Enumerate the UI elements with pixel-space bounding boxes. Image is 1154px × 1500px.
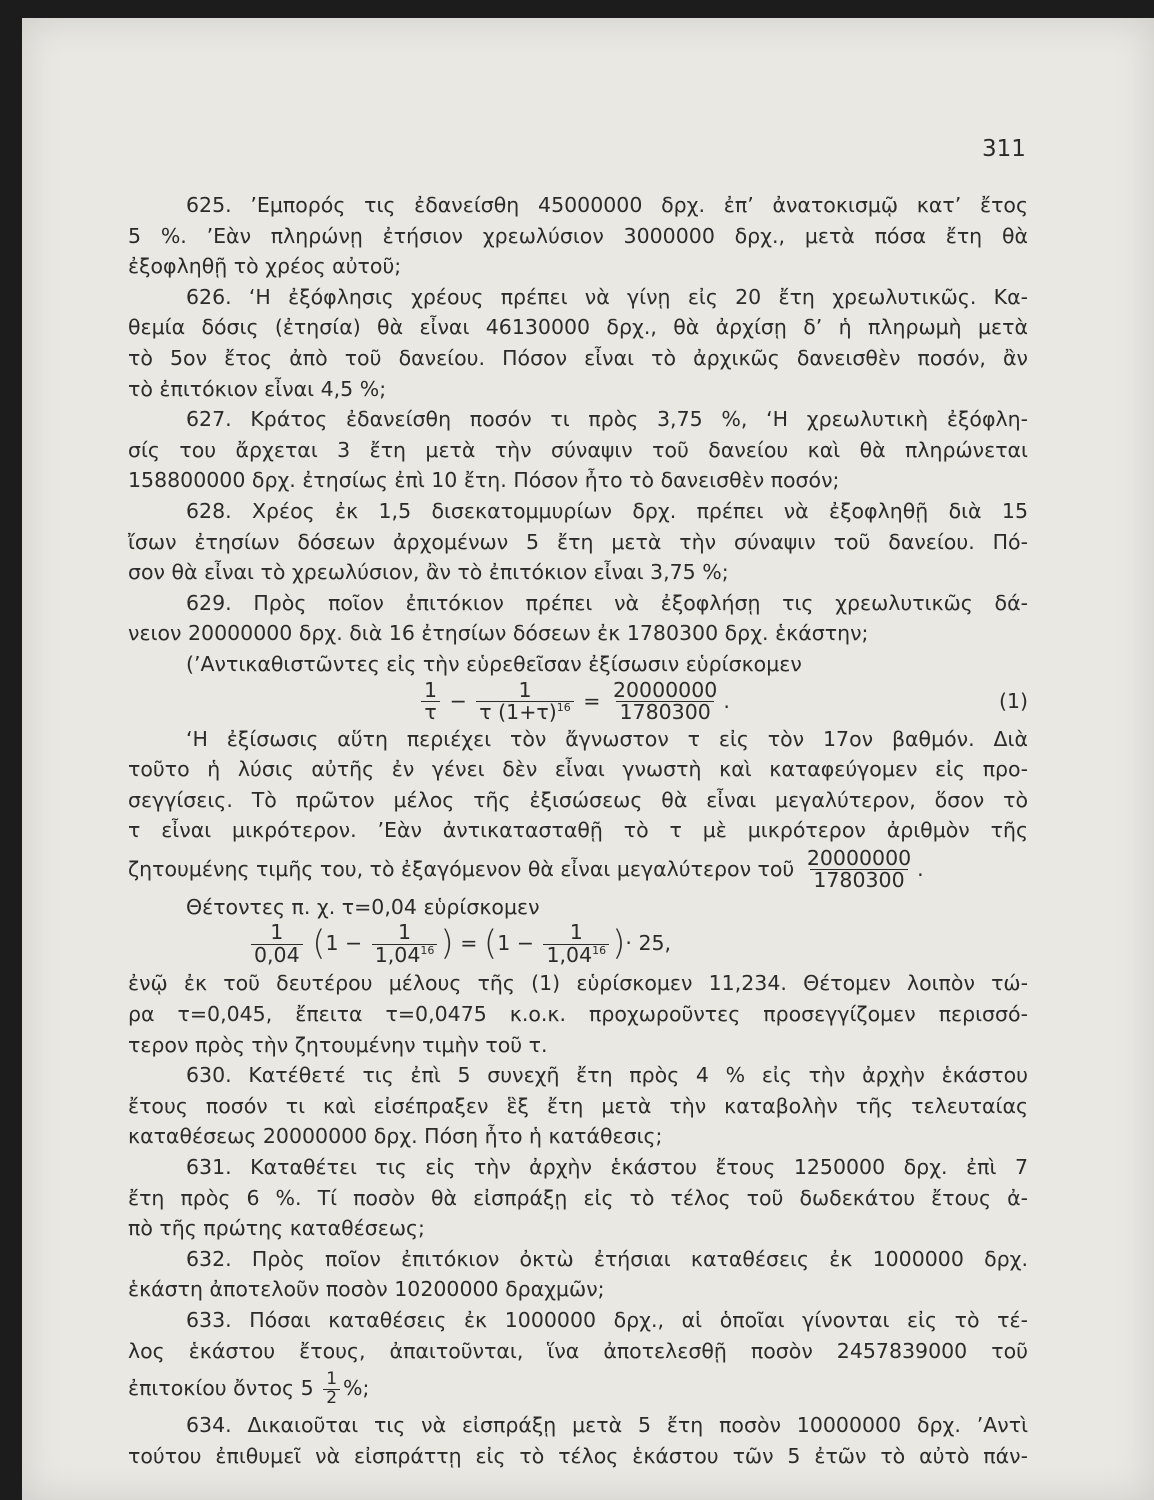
text-line: τερον πρὸς τὴν ζητουμένην τιμὴν τοῦ τ. bbox=[128, 1032, 548, 1057]
fraction bbox=[804, 845, 914, 893]
numerator: 1 bbox=[518, 677, 532, 702]
text-line: ἔτους ποσόν τι καὶ εἰσέπραξεν ἓξ ἔτη μετὰ τὴν καταβολὴν τῆς τελευταίας bbox=[128, 1093, 1028, 1118]
text-line: ρα τ=0,045, ἔπειτα τ=0,0475 κ.ο.κ. προχωροῦντες προσεγγίζομεν περισσό- bbox=[128, 1002, 1028, 1027]
numerator: 20000000 bbox=[806, 845, 912, 870]
text-line: 158800000 δρχ. ἐτησίως ἐπὶ 10 ἔτη. Πόσον ἦτο τὸ δανεισθὲν ποσόν; bbox=[128, 468, 840, 493]
denominator: 2 bbox=[323, 1389, 340, 1408]
equals-sign: = bbox=[583, 688, 601, 713]
text-line: τ εἶναι μικρότερον. ’Εὰν ἀντικατασταθῇ τὸ τ μὲ μικρότερον ἀριθμὸν τῆς bbox=[128, 818, 1028, 843]
term: · 25, bbox=[625, 931, 672, 956]
fraction bbox=[251, 922, 303, 966]
fraction bbox=[476, 677, 573, 725]
close-paren: ) bbox=[440, 924, 454, 965]
denominator-base: 1,04 bbox=[546, 942, 593, 967]
minus-sign: − bbox=[345, 931, 363, 956]
fraction bbox=[421, 677, 440, 725]
open-paren: ( bbox=[312, 924, 326, 965]
numerator: 1 bbox=[398, 920, 412, 945]
text-segment: ἐπιτοκίου ὄντος 5 bbox=[128, 1376, 314, 1401]
page-number: 311 bbox=[982, 136, 1026, 162]
text-line: σεγγίσεις. Τὸ πρῶτον μέλος τῆς ἐξισώσεως θὰ εἶναι μεγαλύτερον, ὅσον τὸ bbox=[128, 787, 1028, 812]
fraction bbox=[610, 677, 720, 725]
equation-2 bbox=[128, 922, 1028, 968]
denominator bbox=[476, 701, 573, 724]
equation-1 bbox=[128, 677, 1028, 725]
text-line: ἑκάστη ἀποτελοῦν ποσὸν 10200000 δραχμῶν; bbox=[128, 1277, 605, 1302]
denominator-base: τ (1+τ) bbox=[479, 700, 557, 725]
text-line: ἴσων ἐτησίων δόσεων ἀρχομένων 5 ἔτη μετὰ τὴν σύναψιν τοῦ δανείου. Πό- bbox=[128, 529, 1028, 554]
text-line: τούτου ἐπιθυμεῖ νὰ εἰσπράττῃ εἰς τὸ τέλος ἑκάστου τῶν 5 ἐτῶν τὸ αὐτὸ πάν- bbox=[128, 1443, 1028, 1468]
text-line: 634. Δικαιοῦται τις νὰ εἰσπράξῃ μετὰ 5 ἔτη ποσὸν 10000000 δρχ. ’Αντὶ bbox=[186, 1413, 1028, 1438]
text-line: πὸ τῆς πρώτης καταθέσεως; bbox=[128, 1216, 425, 1241]
exponent: 16 bbox=[556, 701, 571, 715]
text-line: καταθέσεως 20000000 δρχ. Πόση ἦτο ἡ κατάθεσις; bbox=[128, 1124, 663, 1149]
period: . bbox=[917, 856, 924, 881]
text-line: (’Αντικαθιστῶντες εἰς τὴν εὑρεθεῖσαν ἐξίσωσιν εὑρίσκομεν bbox=[186, 651, 802, 676]
text-line-with-fraction bbox=[128, 846, 1028, 892]
numerator: 1 bbox=[326, 1368, 338, 1389]
text-line: 630. Κατέθετέ τις ἐπὶ 5 συνεχῆ ἔτη πρὸς 4 % εἰς τὴν ἀρχὴν ἑκάστου bbox=[186, 1063, 1028, 1088]
text-line: 5 %. ’Εὰν πληρώνῃ ἐτήσιον χρεωλύσιον 3000000 δρχ., μετὰ πόσα ἔτη θὰ bbox=[128, 223, 1028, 248]
text-line: θεμία δόσις (ἐτησία) θὰ εἶναι 46130000 δρχ., θὰ ἀρχίσῃ δ’ ἡ πληρωμὴ μετὰ bbox=[128, 315, 1028, 340]
text-line: ἔτη πρὸς 6 %. Τί ποσὸν θὰ εἰσπράξῃ εἰς τὸ τέλος τοῦ δωδεκάτου ἔτους ἀ- bbox=[128, 1185, 1028, 1210]
text-line-with-fraction bbox=[128, 1366, 1028, 1410]
book-page bbox=[22, 18, 1154, 1500]
term: 1 bbox=[497, 931, 511, 956]
text-line: λος ἑκάστου ἔτους, ἀπαιτοῦνται, ἵνα ἀποτελεσθῇ ποσὸν 2457839000 τοῦ bbox=[128, 1338, 1028, 1363]
text-line: τὸ ἐπιτόκιον εἶναι 4,5 %; bbox=[128, 376, 387, 401]
text-line: τὸ 5ον ἔτος ἀπὸ τοῦ δανείου. Πόσον εἶναι τὸ ἀρχικῶς δανεισθὲν ποσόν, ἂν bbox=[128, 345, 1028, 370]
text-line: 632. Πρὸς ποῖον ἐπιτόκιον ὀκτὼ ἐτήσιαι καταθέσεις ἐκ 1000000 δρχ. bbox=[186, 1246, 1028, 1271]
term: 1 bbox=[325, 931, 339, 956]
text-line: ‘Η ἐξίσωσις αὕτη περιέχει τὸν ἄγνωστον τ εἰς τὸν 17ον βαθμόν. Διὰ bbox=[186, 726, 1028, 751]
exponent: 16 bbox=[592, 944, 607, 958]
equals-sign: = bbox=[460, 931, 478, 956]
equation-label: (1) bbox=[998, 688, 1028, 713]
numerator: 1 bbox=[270, 920, 284, 945]
exponent: 16 bbox=[420, 944, 435, 958]
text-line: ἐνῷ ἐκ τοῦ δευτέρου μέλους τῆς (1) εὑρίσκομεν 11,234. Θέτομεν λοιπὸν τώ- bbox=[128, 971, 1028, 996]
text-line: 627. Κράτος ἐδανείσθη ποσόν τι πρὸς 3,75 %, ‘Η χρεωλυτικὴ ἐξόφλη- bbox=[186, 407, 1028, 432]
minus-sign: − bbox=[516, 931, 534, 956]
text-segment: %; bbox=[343, 1376, 370, 1401]
text-line: νειον 20000000 δρχ. διὰ 16 ἐτησίων δόσεων ἐκ 1780300 δρχ. ἑκάστην; bbox=[128, 621, 869, 646]
text-line: 633. Πόσαι καταθέσεις ἐκ 1000000 δρχ., αἱ ὁποῖαι γίνονται εἰς τὸ τέ- bbox=[186, 1308, 1028, 1332]
denominator bbox=[372, 944, 438, 967]
text-segment: ζητουμένης τιμῆς του, τὸ ἐξαγόμενον θὰ εἶναι μεγαλύτερον τοῦ bbox=[128, 856, 795, 881]
denominator: τ bbox=[421, 701, 439, 724]
page-text bbox=[128, 190, 1028, 1471]
denominator bbox=[543, 944, 609, 967]
minus-sign: − bbox=[449, 688, 467, 713]
text-line: σον θὰ εἶναι τὸ χρεωλύσιον, ἂν τὸ ἐπιτόκιον εἶναι 3,75 %; bbox=[128, 560, 729, 585]
text-line: 626. ‘Η ἐξόφλησις χρέους πρέπει νὰ γίνῃ εἰς 20 ἔτη χρεωλυτικῶς. Κα- bbox=[186, 284, 1028, 309]
numerator: 1 bbox=[424, 677, 438, 702]
text-line: τοῦτο ἡ λύσις αὐτῆς ἐν γένει δὲν εἶναι γνωστὴ καὶ καταφεύγομεν εἰς προ- bbox=[128, 757, 1028, 782]
text-line: 629. Πρὸς ποῖον ἐπιτόκιον πρέπει νὰ ἐξοφλήσῃ τις χρεωλυτικῶς δά- bbox=[186, 590, 1028, 615]
text-line: Θέτοντες π. χ. τ=0,04 εὑρίσκομεν bbox=[186, 894, 540, 919]
numerator: 20000000 bbox=[612, 677, 718, 702]
denominator: 1780300 bbox=[616, 701, 713, 724]
text-line: 631. Καταθέτει τις εἰς τὴν ἀρχὴν ἑκάστου ἔτους 1250000 δρχ. ἐπὶ 7 bbox=[186, 1155, 1028, 1180]
open-paren: ( bbox=[483, 924, 498, 965]
denominator-base: 1,04 bbox=[374, 942, 421, 967]
close-paren: ) bbox=[612, 924, 626, 965]
denominator: 0,04 bbox=[251, 944, 303, 967]
fraction bbox=[372, 922, 438, 966]
fraction bbox=[323, 1368, 340, 1408]
numerator: 1 bbox=[569, 920, 583, 945]
period: . bbox=[723, 688, 730, 713]
text-line: ἐξοφληθῇ τὸ χρέος αὐτοῦ; bbox=[128, 254, 402, 279]
text-line: 628. Χρέος ἐκ 1,5 δισεκατομμυρίων δρχ. πρέπει νὰ ἐξοφληθῇ διὰ 15 bbox=[186, 498, 1028, 523]
text-line: σίς του ἄρχεται 3 ἔτη μετὰ τὴν σύναψιν τοῦ δανείου καὶ θὰ πληρώνεται bbox=[128, 437, 1028, 462]
text-line: 625. ’Εμπορός τις ἐδανείσθη 45000000 δρχ. ἐπ’ ἀνατοκισμῷ κατ’ ἔτος bbox=[186, 193, 1028, 217]
fraction bbox=[543, 922, 609, 966]
denominator: 1780300 bbox=[810, 869, 907, 892]
